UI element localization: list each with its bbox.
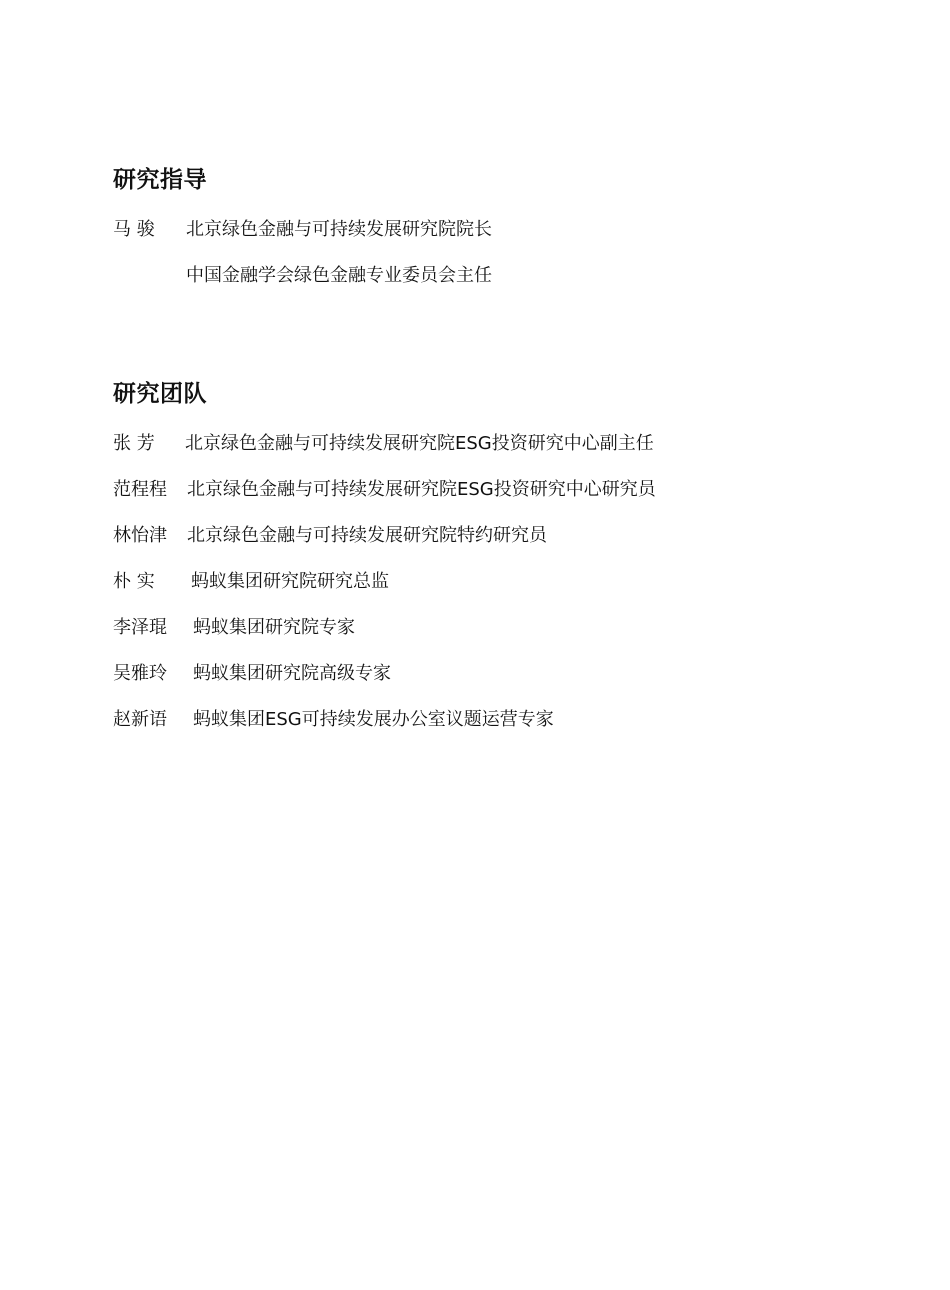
team-member-row bbox=[113, 661, 391, 707]
team-member-row bbox=[113, 523, 547, 569]
team-list bbox=[113, 431, 656, 753]
member-role: 蚂蚁集团研究院高级专家 bbox=[193, 663, 391, 684]
team-member-row bbox=[113, 477, 656, 523]
member-name: 吴雅玲 bbox=[113, 663, 167, 684]
member-role: 中国金融学会绿色金融专业委员会主任 bbox=[186, 265, 492, 286]
research-guidance-section bbox=[113, 165, 492, 309]
guidance-list bbox=[113, 217, 492, 309]
team-member-row bbox=[113, 707, 554, 753]
team-member-row bbox=[113, 569, 389, 615]
member-role: 北京绿色金融与可持续发展研究院ESG投资研究中心研究员 bbox=[187, 479, 656, 500]
section-title-guidance: 研究指导 bbox=[113, 167, 207, 193]
guidance-member-row bbox=[113, 263, 492, 309]
member-name: 朴 实 bbox=[113, 571, 155, 592]
member-name: 范程程 bbox=[113, 479, 167, 500]
member-name: 林怡津 bbox=[113, 525, 167, 546]
member-role: 北京绿色金融与可持续发展研究院特约研究员 bbox=[187, 525, 547, 546]
member-role: 北京绿色金融与可持续发展研究院ESG投资研究中心副主任 bbox=[185, 433, 654, 454]
member-name: 马 骏 bbox=[113, 219, 155, 240]
team-member-row bbox=[113, 615, 355, 661]
section-title-team: 研究团队 bbox=[113, 381, 207, 407]
member-name: 赵新语 bbox=[113, 709, 167, 730]
member-role: 蚂蚁集团研究院专家 bbox=[193, 617, 355, 638]
member-name: 李泽琨 bbox=[113, 617, 167, 638]
member-name: 张 芳 bbox=[113, 433, 155, 454]
team-member-row bbox=[113, 431, 654, 477]
guidance-member-row bbox=[113, 217, 492, 263]
member-role: 蚂蚁集团研究院研究总监 bbox=[191, 571, 389, 592]
member-role: 蚂蚁集团ESG可持续发展办公室议题运营专家 bbox=[193, 709, 554, 730]
research-team-section bbox=[113, 379, 656, 753]
member-role: 北京绿色金融与可持续发展研究院院长 bbox=[186, 219, 492, 240]
